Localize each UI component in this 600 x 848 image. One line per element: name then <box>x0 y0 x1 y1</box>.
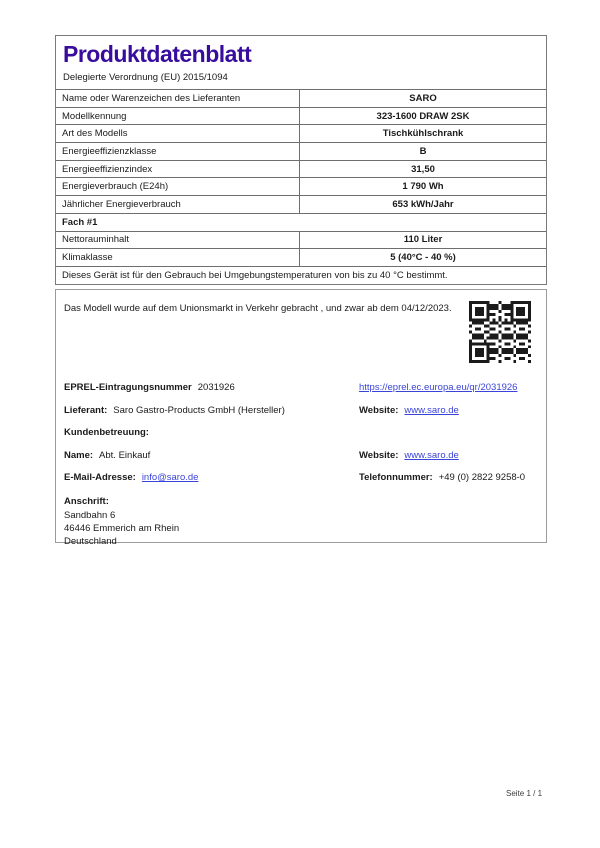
supplier-cell <box>64 405 359 417</box>
row-value: 31,50 <box>299 161 546 178</box>
email-cell <box>64 472 359 484</box>
address-line: 46446 Emmerich am Rhein <box>64 522 180 534</box>
row-value: 323-1600 DRAW 2SK <box>299 108 546 125</box>
website2-label: Website: <box>359 449 399 461</box>
customer-care-row <box>64 427 546 439</box>
table-row-net-volume <box>56 231 546 249</box>
address-line: Sandbahn 6 <box>64 509 116 521</box>
email-link[interactable]: info@saro.de <box>141 472 199 483</box>
section-label: Fach #1 <box>62 216 98 228</box>
phone-cell <box>359 472 546 484</box>
table-row-supplier <box>56 89 546 107</box>
contact-rows <box>56 382 546 484</box>
row-label: Jährlicher Energieverbrauch <box>62 198 181 210</box>
name-value: Abt. Einkauf <box>99 449 151 461</box>
contact-name-row <box>64 450 546 462</box>
customer-care-cell <box>64 427 359 439</box>
row-value: 5 (40°C - 40 %) <box>299 249 546 266</box>
row-label: Nettorauminhalt <box>62 234 130 246</box>
table-row-climate-class <box>56 248 546 266</box>
supplier-info-box <box>55 289 547 547</box>
email-phone-row <box>64 472 546 484</box>
table-row-model-id <box>56 107 546 125</box>
contact-name-cell <box>64 450 359 462</box>
website2-link[interactable]: www.saro.de <box>404 449 459 461</box>
table-row-energy-e24h <box>56 177 546 195</box>
address-block <box>64 495 546 548</box>
name-label: Name: <box>64 449 94 461</box>
row-value: SARO <box>299 90 546 107</box>
customer-care-label: Kundenbetreuung: <box>64 427 149 438</box>
regulation-subtitle: Delegierte Verordnung (EU) 2015/1094 <box>63 72 228 83</box>
row-value: B <box>299 143 546 160</box>
title-block <box>56 36 546 89</box>
note-text: Dieses Gerät ist für den Gebrauch bei Umgebungstemperaturen von bis zu 40 °C bestimmt. <box>62 269 448 281</box>
website-cell <box>359 405 546 417</box>
website2-cell <box>359 450 546 462</box>
table-section-compartment <box>56 213 546 231</box>
table-note-ambient-temp <box>56 266 546 284</box>
market-placement-row <box>56 290 546 376</box>
supplier-name: Saro Gastro-Products GmbH (Hersteller) <box>113 404 285 416</box>
page-title: Produktdatenblatt <box>63 41 252 67</box>
email-label: E-Mail-Adresse: <box>64 472 136 483</box>
page-number: Seite 1 / 1 <box>506 789 543 798</box>
address-line: Deutschland <box>64 535 117 547</box>
qr-code-icon <box>469 301 531 363</box>
row-label: Art des Modells <box>62 128 128 140</box>
row-label: Energieeffizienzindex <box>62 163 153 175</box>
table-row-efficiency-index <box>56 160 546 178</box>
row-label: Modellkennung <box>62 110 127 122</box>
row-label: Klimaklasse <box>62 252 113 264</box>
row-label: Energieverbrauch (E24h) <box>62 181 169 193</box>
phone-value: +49 (0) 2822 9258-0 <box>438 472 526 483</box>
row-value: 653 kWh/Jahr <box>299 196 546 213</box>
eprel-number-cell <box>64 382 359 394</box>
row-label: Energieeffizienzklasse <box>62 145 157 157</box>
supplier-label: Lieferant: <box>64 404 108 416</box>
datasheet-table <box>55 35 547 285</box>
eprel-label: EPREL-Eintragungsnummer <box>64 382 192 393</box>
address-label: Anschrift: <box>64 495 109 507</box>
row-value: 110 Liter <box>299 232 546 249</box>
website-link[interactable]: www.saro.de <box>404 404 459 416</box>
row-label: Name oder Warenzeichen des Lieferanten <box>62 92 241 104</box>
website-label: Website: <box>359 404 399 416</box>
eprel-url-link[interactable]: https://eprel.ec.europa.eu/qr/2031926 <box>359 382 518 393</box>
eprel-number: 2031926 <box>197 382 235 393</box>
phone-label: Telefonnummer: <box>359 472 433 483</box>
eprel-link-cell <box>359 382 546 394</box>
supplier-row <box>64 405 546 417</box>
eprel-row <box>64 382 546 394</box>
table-row-annual-energy <box>56 195 546 213</box>
table-row-efficiency-class <box>56 142 546 160</box>
table-row-model-type <box>56 124 546 142</box>
row-value: Tischkühlschrank <box>299 125 546 142</box>
row-value: 1 790 Wh <box>299 178 546 195</box>
market-placement-text: Das Modell wurde auf dem Unionsmarkt in Verkehr gebracht , und zwar ab dem 04/12/2023. <box>64 303 452 314</box>
